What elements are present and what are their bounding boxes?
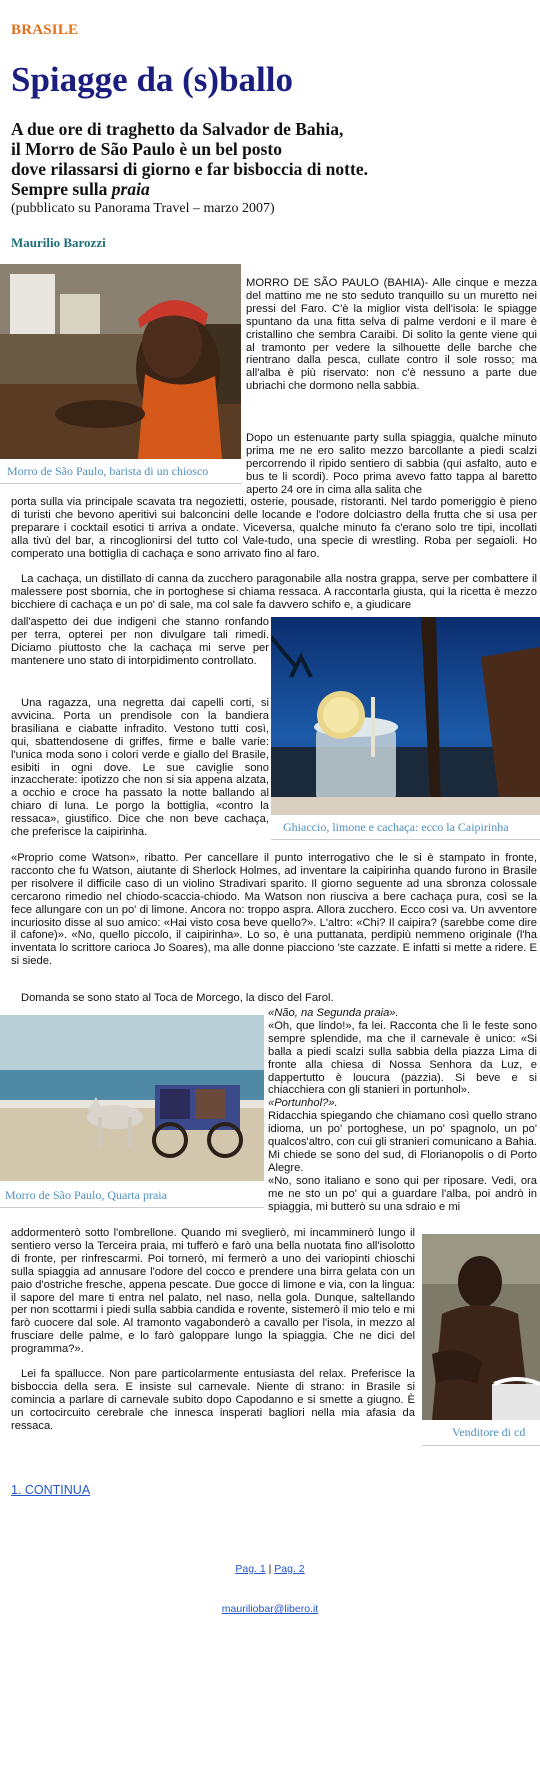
continue-link[interactable]: 1. CONTINUA [11, 1483, 91, 1497]
pagination [0, 1563, 540, 1575]
paragraph-3-start: La cachaça, un distillato di canna da zucchero paragonabile alla nostra grappa, serve per combattere il malessere post sbornia, che in portoghese si chiama ressaca. A raccontarla giusta, qui la ricetta è mezzo bicchiere di cachaça e un po' di sale, ma col sale fa davvero schifo e, a giudicare [11, 573, 537, 611]
photo-barista [0, 264, 241, 459]
paragraph-9: Ridacchia spiegando che chiamano così quello strano idioma, un po' portoghese, un po' spagnolo, un po' qualcos'altro, con cui gli stranieri comunicano a Bahia. [268, 1110, 537, 1149]
section-kicker: BRASILE [11, 22, 79, 38]
paragraph-1: MORRO DE SÃO PAULO (BAHIA)- Alle cinque e mezza del mattino me ne sto seduto tranquillo su un muretto nei pressi del Faro. C'è la miglior vista dell'isola: le spiagge spuntano da una fitta selva di palme verdoni e il mare è cristallino che sembra Caraibi. Di solito la gente viene qui al tramonto per vedere la silhouette delle barche che rientrano dalla pesca, cullate contro il sole rosso; ma all'alba è più riservato: non c'è nessuno a parte due ubriachi che dormono nella sabbia. [246, 277, 537, 393]
caption-photo-2: Ghiaccio, limone e cachaça: ecco la Caipirinha [283, 820, 509, 834]
subtitle-line-1: A due ore di traghetto da Salvador de Bahia, [11, 119, 344, 139]
paragraph-10: Mi chiede se sono del sud, di Florianopolis o di Porto Alegre. [268, 1148, 537, 1174]
paragraph-4-start: Una ragazza, una negretta dai capelli corti, si avvicina. Porta un prendisole con la bandiera brasiliana e ciabatte infradito. Vestono tutti così, qui, sbattendosene di griffes, firme e balle varie: l'unica moda sono i colori verde e giallo del Brasile, esibiti in ogni dove. Le sue caviglie sono inzaccherate: ipotizzo che non si sia appena alzata, a occhio e croce ha passato la notte ballando al chiaro di luna. Le porgo la bottiglia, «contro la ressaca», giustifico. Dice che non beve cachaça, che preferisce la caipirinha. [11, 697, 269, 839]
caption-photo-1: Morro de São Paulo, barista di un chiosco [7, 464, 209, 478]
publication-note: (pubblicato su Panorama Travel – marzo 2007) [11, 201, 275, 216]
paragraph-7: «Oh, que lindo!», fa lei. Racconta che lì le feste sono sempre splendide, ma che il carnevale è unico: «Si balla a piedi scalzi sulla sabbia della piazza Lima di fronte alla chiesa di Nossa Senhora da Luz, e dappertutto è loucura (pazzia). Si beve e si chiacchiera con gli stanieri in portunhol». [268, 1019, 537, 1097]
paragraph-2-start: Dopo un estenuante party sulla spiaggia, qualche minuto prima me ne ero salito mezzo barcollante a piedi scalzi percorrendo il ripido sentiero di sabbia (qui asfalto, auto e bus te li scordi). Poco prima avevo fatto tappa al baretto aperto 24 ore in cima alla salita che [246, 432, 537, 496]
dialogue-block [268, 1007, 537, 1214]
pagination-separator: | [265, 1563, 275, 1575]
caption-divider-1 [0, 483, 242, 484]
subtitle-line-3: dove rilassarsi di giorno e far bisboccia di notte. [11, 159, 368, 179]
page-2-link[interactable]: Pag. 2 [274, 1563, 305, 1575]
paragraph-2-end: porta sulla via principale scavata tra negozietti, osterie, pousade, ristoranti. Nel tardo pomeriggio è pieno di turisti che bevono aperitivi sui balconcini delle locande e l'odore dolciastro della frutta che si usa per preparare i cocktail esotici ti arriva a ondate. Viceversa, qualche minuto fa c'erano solo tre tipi, incollati alla tivù del bar, a rincoglionirsi del tutto col Vale-tudo, una specie di wrestling. Roba per segaioli. Ho comperato una bottiglia di cachaça e sono arrivato fino al faro. [11, 496, 537, 560]
page-1-link[interactable]: Pag. 1 [235, 1563, 266, 1575]
caption-divider-4 [422, 1445, 540, 1446]
paragraph-8: «Portunhol?». [268, 1097, 338, 1110]
subtitle-line-4-italic: praia [111, 179, 150, 199]
paragraph-5: Domanda se sono stato al Toca de Morcego, la disco del Farol. [21, 992, 334, 1004]
paragraph-11-end: addormenterò sotto l'ombrellone. Quando mi sveglierò, mi incamminerò lungo il sentiero verso la Terceira praia, mi tufferò e farò una bella nuotata fino all'isolotto di fronte, per rinfrescarmi. Poi tornerò, mi fermerò a uno dei variopinti chioschi sulla spiaggia ad annusare l'odore del cocco e prendere una birra gelata con un paio d'ostriche fresche, appena pescate. Due gocce di limone e via, con la lingua: il sapore del mare ti entra nel palato, nel naso, nella gola. Dunque, saltellando per non scottarmi i piedi sulla sabbia candida e rovente, sistemerò il mio telo e mi farò cuocere dal sole. Al tramonto vagabonderò a cavallo per l'isola, in mezzo al frusciare delle palme, e lo farò galoppare lungo la spiaggia. Che ne dici del programma?». [11, 1227, 415, 1356]
photo-cd-seller [422, 1234, 540, 1420]
email-link[interactable]: mauriliobar@libero.it [221, 1603, 319, 1615]
caption-divider-2 [271, 839, 540, 840]
author-name: Maurilio Barozzi [11, 235, 106, 250]
paragraph-6: «Não, na Segunda praia». [268, 1007, 399, 1019]
paragraph-3-end: dall'aspetto dei due indigeni che stanno ronfando per terra, opterei per non divulgare tali rimedi. Diciamo piuttosto che la cachaça mi serve per mantenere uno stato di intorpidimento controllato. [11, 616, 269, 667]
article-subtitle [11, 119, 451, 199]
subtitle-line-4-prefix: Sempre sulla [11, 179, 112, 199]
email-row [0, 1599, 540, 1617]
caption-divider-3 [0, 1207, 264, 1208]
caption-photo-3: Morro de São Paulo, Quarta praia [5, 1188, 167, 1202]
paragraph-4-end: «Proprio come Watson», ribatto. Per cancellare il punto interrogativo che le si è stampato in fronte, racconto che fu Watson, aiutante di Sherlock Holmes, ad inventare la caipirinha quando furono in Brasile per risolvere il difficile caso di un violino Stradivari sparito. Il giorno seguente ad una sbronza colossale cercarono rimedio nel chiodo-scaccia-chiodo. Ma Watson non riusciva a bere cachaça pura, così se la fece allungare con un po' di limone. Ancora no: troppo aspra. Allora zucchero. Ecco così va. Un avventore incuriosito disse al suo amico: «Hai visto cosa beve quello?». L'altro: «Chi? Il caipira? (sarebbe come dire il cafone)». «No, quello piccolo, il caipirinha». Lo so, è una puttanata, perdipiù nemmeno originale (l'ha inventata lo scrittore carioca Jo Soares), ma alle donne piacciono 'ste cazzate. E infatti si mette a ridere. E si siede. [11, 852, 537, 968]
caption-photo-4: Venditore di cd [452, 1425, 526, 1439]
paragraph-12: Lei fa spallucce. Non pare particolarmente entusiasta del relax. Preferisce la bisboccia della sera. E insiste sul carnevale. Niente di strano: in Brasile si comincia a parlare di carnevale subito dopo Capodanno e si smette a giugno. È un cortocircuito cerebrale che innesca insperati bagliori nella mia afasia da ressaca. [11, 1368, 415, 1432]
paragraph-11-start: «No, sono italiano e sono qui per riposare. Vedi, ora me ne sto un po' qui a guardare l'alba, poi andrò in spiaggia, mi butterò su una sdraio e mi [268, 1174, 537, 1213]
photo-quarta-praia [0, 1015, 264, 1181]
article-title: Spiagge da (s)ballo [11, 60, 293, 99]
subtitle-line-4 [11, 179, 451, 199]
photo-caipirinha [271, 617, 540, 815]
subtitle-line-2: il Morro de São Paulo è un bel posto [11, 139, 282, 159]
